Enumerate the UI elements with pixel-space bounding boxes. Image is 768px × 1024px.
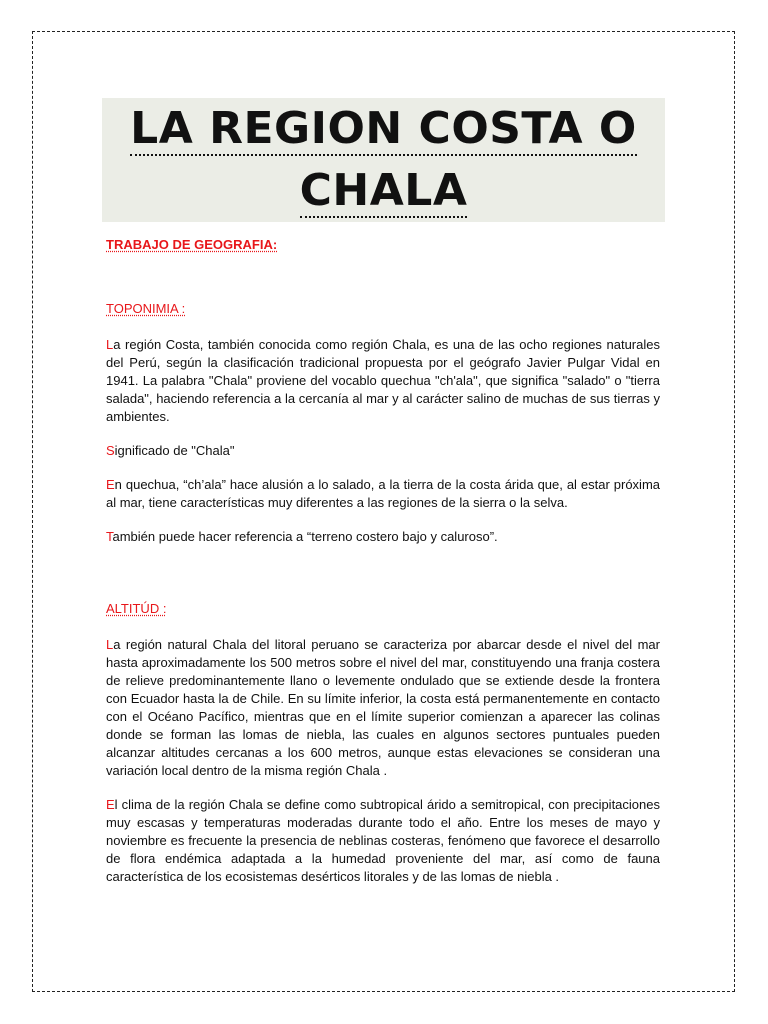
paragraph <box>106 476 660 512</box>
paragraph <box>106 796 660 886</box>
paragraph-text: l clima de la región Chala se define como subtropical árido a semitropical, con precipitaciones muy escasas y temperaturas moderadas durante todo el año. Entre los meses de mayo y noviembre es frecuente la presencia de neblinas costeras, fenómeno que favorece el desarrollo de flora endémica adaptada a la humedad proveniente del mar, así como de fauna característica de los ecosistemas desérticos litorales y de las lomas de niebla . <box>106 797 660 884</box>
document-body <box>106 236 660 886</box>
paragraph <box>106 442 660 460</box>
drop-initial: L <box>106 637 114 652</box>
drop-initial: E <box>106 477 115 492</box>
section-heading-altitud: ALTITÚD : <box>106 601 167 616</box>
paragraph-text: n quechua, “ch’ala” hace alusión a lo salado, a la tierra de la costa árida que, al estar próxima al mar, tiene características muy diferentes a las regiones de la sierra o la selva. <box>106 477 660 510</box>
paragraph-text: a región natural Chala del litoral peruano se caracteriza por abarcar desde el nivel del mar hasta aproximadamente los 500 metros sobre el nivel del mar, constituyendo una franja costera de relieve predominantemente llano o levemente ondulado que se extiende desde la frontera con Ecuador hasta la de Chile. En su límite inferior, la costa está permanentemente en contacto con el Océano Pacífico, mientras que en el límite superior comienzan a aparecer las colinas donde se forman las lomas de niebla, las cuales en algunos sectores puntuales pueden alcanzar altitudes cercanas a los 600 metros, aunque estas elevaciones se consideran una variación local dentro de la misma región Chala . <box>106 637 660 778</box>
drop-initial: E <box>106 797 115 812</box>
paragraph-text: ignificado de "Chala" <box>114 443 235 458</box>
paragraph <box>106 336 660 426</box>
title-text-1: LA REGION COSTA O <box>130 103 637 154</box>
drop-initial: S <box>106 443 115 458</box>
section-heading-toponimia: TOPONIMIA : <box>106 301 186 316</box>
paragraph-text: a región Costa, también conocida como región Chala, es una de las ocho regiones naturales del Perú, según la clasificación tradicional propuesta por el geógrafo Javier Pulgar Vidal en 1941. La palabra "Chala" proviene del vocablo quechua "ch'ala", que significa "salado" o "tierra salada", haciendo referencia a la cercanía al mar y al carácter salino de muchas de sus tierras y ambientes. <box>106 337 660 424</box>
paragraph <box>106 528 660 546</box>
title-banner <box>102 98 665 222</box>
drop-initial: T <box>106 529 113 544</box>
paragraph-text: ambién puede hacer referencia a “terreno costero bajo y caluroso”. <box>112 529 498 544</box>
document-subtitle: TRABAJO DE GEOGRAFIA: <box>106 237 278 252</box>
drop-initial: L <box>106 337 114 352</box>
paragraph <box>106 636 660 780</box>
title-text-2: CHALA <box>299 165 468 216</box>
title-line-2 <box>102 160 665 222</box>
title-line-1 <box>102 98 665 160</box>
